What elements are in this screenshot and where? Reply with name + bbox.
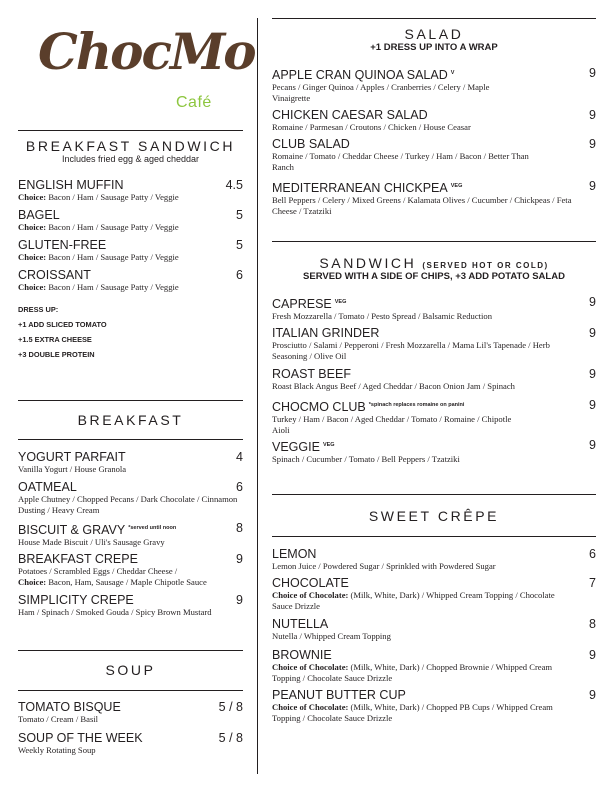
item-price: 9: [589, 398, 596, 412]
item-name: BISCUIT & GRAVY $^{*served until noon}$: [18, 523, 177, 538]
item-price: 9: [589, 295, 596, 309]
divider: [272, 18, 596, 19]
item-description: Lemon Juice / Powdered Sugar / Sprinkled with Powdered Sugar: [272, 561, 496, 571]
menu-item: [272, 66, 596, 104]
item-price: 5 / 8: [218, 731, 243, 745]
item-price: 9: [236, 593, 243, 607]
item-description: Vanilla Yogurt / House Granola: [18, 464, 127, 474]
menu-item: [272, 179, 596, 217]
menu-item: [18, 521, 243, 548]
item-price: 6: [236, 480, 243, 494]
menu-item: [18, 208, 243, 233]
menu-item: [272, 326, 596, 362]
item-name: GLUTEN-FREE: [18, 238, 107, 252]
salad-subtitle: +1 DRESS UP INTO A WRAP: [370, 42, 498, 53]
menu-item: [272, 438, 596, 465]
item-description: Choice: Bacon / Ham / Sausage Patty / Veggie: [18, 282, 179, 292]
divider: [18, 400, 243, 401]
menu-item: [18, 238, 243, 263]
item-price: 9: [589, 688, 596, 702]
divider: [272, 241, 596, 242]
menu-item: [18, 268, 243, 293]
item-price: 6: [236, 268, 243, 282]
dress-up-heading: DRESS UP:: [18, 305, 59, 314]
item-name: SOUP OF THE WEEK: [18, 731, 143, 745]
column-divider: [257, 18, 258, 774]
item-price: 9: [589, 648, 596, 662]
item-description: Roast Black Angus Beef / Aged Cheddar / Bacon Onion Jam / Spinach: [272, 381, 515, 391]
item-name: BROWNIE: [272, 648, 332, 662]
menu-item: [18, 700, 243, 725]
menu-item: [272, 617, 596, 642]
menu-item: [272, 137, 596, 173]
menu-item: [272, 648, 596, 684]
item-name: ITALIAN GRINDER: [272, 326, 380, 340]
item-name: CROISSANT: [18, 268, 91, 282]
item-name: VEGGIE $^{VEG}$: [272, 440, 335, 455]
menu-item: [272, 576, 596, 612]
menu-item: [272, 547, 596, 572]
item-note: VEG: [334, 299, 347, 305]
item-price: 7: [589, 576, 596, 590]
divider: [272, 494, 596, 495]
menu-item: [272, 398, 596, 436]
item-description: Choice of Chocolate: (Milk, White, Dark) / Chopped Brownie / Whipped Cream Topping / Chocolate Sauce Drizzle: [272, 662, 553, 683]
menu-item: [18, 480, 243, 516]
item-name: CAPRESE $^{VEG}$: [272, 297, 347, 312]
item-name: MEDITERRANEAN CHICKPEA $^{VEG}$: [272, 181, 463, 196]
salad-title: SALAD: [404, 26, 464, 42]
item-price: 9: [589, 108, 596, 122]
item-price: 8: [236, 521, 243, 535]
divider: [18, 439, 243, 440]
menu-item: [272, 295, 596, 322]
divider: [18, 690, 243, 691]
menu-item: [272, 688, 596, 724]
item-description: Turkey / Ham / Bacon / Aged Cheddar / Tomato / Romaine / Chipotle Aioli: [272, 414, 512, 436]
item-description: Potatoes / Scrambled Eggs / Cheddar Cheese / Choice: Bacon, Ham, Sausage / Maple Chipotle Sauce: [18, 566, 207, 587]
item-name: CHOCMO CLUB $^{*spinach replaces romaine on panini}$: [272, 400, 465, 415]
menu-item: [18, 593, 243, 618]
item-name: YOGURT PARFAIT: [18, 450, 126, 464]
item-name: BREAKFAST CREPE: [18, 552, 138, 566]
item-description: Fresh Mozzarella / Tomato / Pesto Spread / Balsamic Reduction: [272, 311, 493, 322]
menu-item: [272, 367, 596, 392]
item-description: Romaine / Tomato / Cheddar Cheese / Turkey / Ham / Bacon / Better Than Ranch: [272, 151, 529, 172]
item-name: OATMEAL: [18, 480, 77, 494]
divider: [18, 650, 243, 651]
item-price: 6: [589, 547, 596, 561]
divider: [18, 130, 243, 131]
item-description: Bell Peppers / Celery / Mixed Greens / Kalamata Olives / Cucumber / Chickpeas / Feta Cheese / Tzatziki: [272, 195, 572, 217]
item-name: APPLE CRAN QUINOA SALAD $^V$: [272, 68, 455, 83]
item-description: Pecans / Ginger Quinoa / Apples / Cranberries / Celery / Maple Vinaigrette: [272, 82, 490, 104]
logo-cafe: Café: [176, 94, 212, 111]
soup-title: SOUP: [105, 662, 156, 678]
breakfast-sandwich-title: BREAKFAST SANDWICH: [25, 138, 236, 154]
item-name: LEMON: [272, 547, 317, 561]
item-price: 9: [589, 438, 596, 452]
item-name: PEANUT BUTTER CUP: [272, 688, 406, 702]
item-description: Prosciutto / Salami / Pepperoni / Fresh Mozzarella / Mama Lil's Tapenade / Herb Seasoning / Olive Oil: [272, 340, 550, 361]
item-price: 5: [236, 238, 243, 252]
item-description: Choice: Bacon / Ham / Sausage Patty / Veggie: [18, 222, 179, 232]
sweet-crepe-title: SWEET CRÊPE: [368, 508, 500, 524]
item-price: 4.5: [225, 178, 243, 192]
chocmo-logo: [38, 22, 255, 122]
dress-up-option: +1.5 EXTRA CHEESE: [18, 335, 92, 344]
item-description: Weekly Rotating Soup: [18, 745, 96, 755]
item-price: 9: [589, 326, 596, 340]
item-description: Choice of Chocolate: (Milk, White, Dark) / Chopped PB Cups / Whipped Cream Topping / Chocolate Sauce Drizzle: [272, 702, 553, 723]
item-description: Romaine / Parmesan / Croutons / Chicken / House Ceasar: [272, 122, 471, 132]
item-price: 9: [589, 66, 596, 80]
menu-item: [18, 178, 243, 203]
item-name: CLUB SALAD: [272, 137, 350, 151]
item-price: 9: [589, 367, 596, 381]
breakfast-sandwich-subtitle: Includes fried egg & aged cheddar: [61, 154, 200, 164]
item-name: NUTELLA: [272, 617, 329, 631]
item-description: Choice of Chocolate: (Milk, White, Dark) / Whipped Cream Topping / Chocolate Sauce Drizzle: [272, 590, 555, 611]
item-name: ENGLISH MUFFIN: [18, 178, 124, 192]
item-note: *served until noon: [128, 525, 177, 531]
menu-item: [18, 552, 243, 588]
sandwich-title: SANDWICH (SERVED HOT OR COLD): [319, 255, 549, 271]
divider: [272, 536, 596, 537]
item-name: CHICKEN CAESAR SALAD: [272, 108, 428, 122]
sandwich-title-note: (SERVED HOT OR COLD): [422, 261, 549, 270]
logo-wordmark: ChocMo: [38, 22, 255, 81]
item-price: 5 / 8: [218, 700, 243, 714]
dress-up-option: +3 DOUBLE PROTEIN: [18, 350, 95, 359]
item-name: ROAST BEEF: [272, 367, 351, 381]
item-note: *spinach replaces romaine on panini: [368, 402, 465, 408]
item-description: Choice: Bacon / Ham / Sausage Patty / Veggie: [18, 192, 179, 202]
item-note: VEG: [450, 183, 463, 189]
dress-up-option: +1 ADD SLICED TOMATO: [18, 320, 107, 329]
breakfast-title: BREAKFAST: [77, 412, 184, 428]
item-description: Choice: Bacon / Ham / Sausage Patty / Veggie: [18, 252, 179, 262]
item-note: V: [450, 70, 455, 76]
item-price: 5: [236, 208, 243, 222]
item-name: CHOCOLATE: [272, 576, 349, 590]
item-price: 9: [589, 137, 596, 151]
item-description: Tomato / Cream / Basil: [18, 714, 99, 724]
menu-item: [272, 108, 596, 133]
item-name: SIMPLICITY CREPE: [18, 593, 134, 607]
item-name: TOMATO BISQUE: [18, 700, 121, 714]
menu-item: [18, 731, 243, 756]
sandwich-subtitle: SERVED WITH A SIDE OF CHIPS, +3 ADD POTATO SALAD: [303, 271, 565, 282]
item-description: Spinach / Cucumber / Tomato / Bell Peppers / Tzatziki: [272, 454, 460, 465]
item-name: BAGEL: [18, 208, 60, 222]
item-price: 8: [589, 617, 596, 631]
item-note: VEG: [322, 442, 335, 448]
item-price: 9: [589, 179, 596, 193]
menu-item: [18, 450, 243, 475]
item-description: Ham / Spinach / Smoked Gouda / Spicy Brown Mustard: [18, 607, 212, 617]
item-price: 9: [236, 552, 243, 566]
item-description: House Made Biscuit / Uli's Sausage Gravy: [18, 537, 165, 548]
item-price: 4: [236, 450, 243, 464]
item-description: Nutella / Whipped Cream Topping: [272, 631, 391, 641]
item-description: Apple Chutney / Chopped Pecans / Dark Chocolate / Cinnamon Dusting / Heavy Cream: [18, 494, 238, 515]
